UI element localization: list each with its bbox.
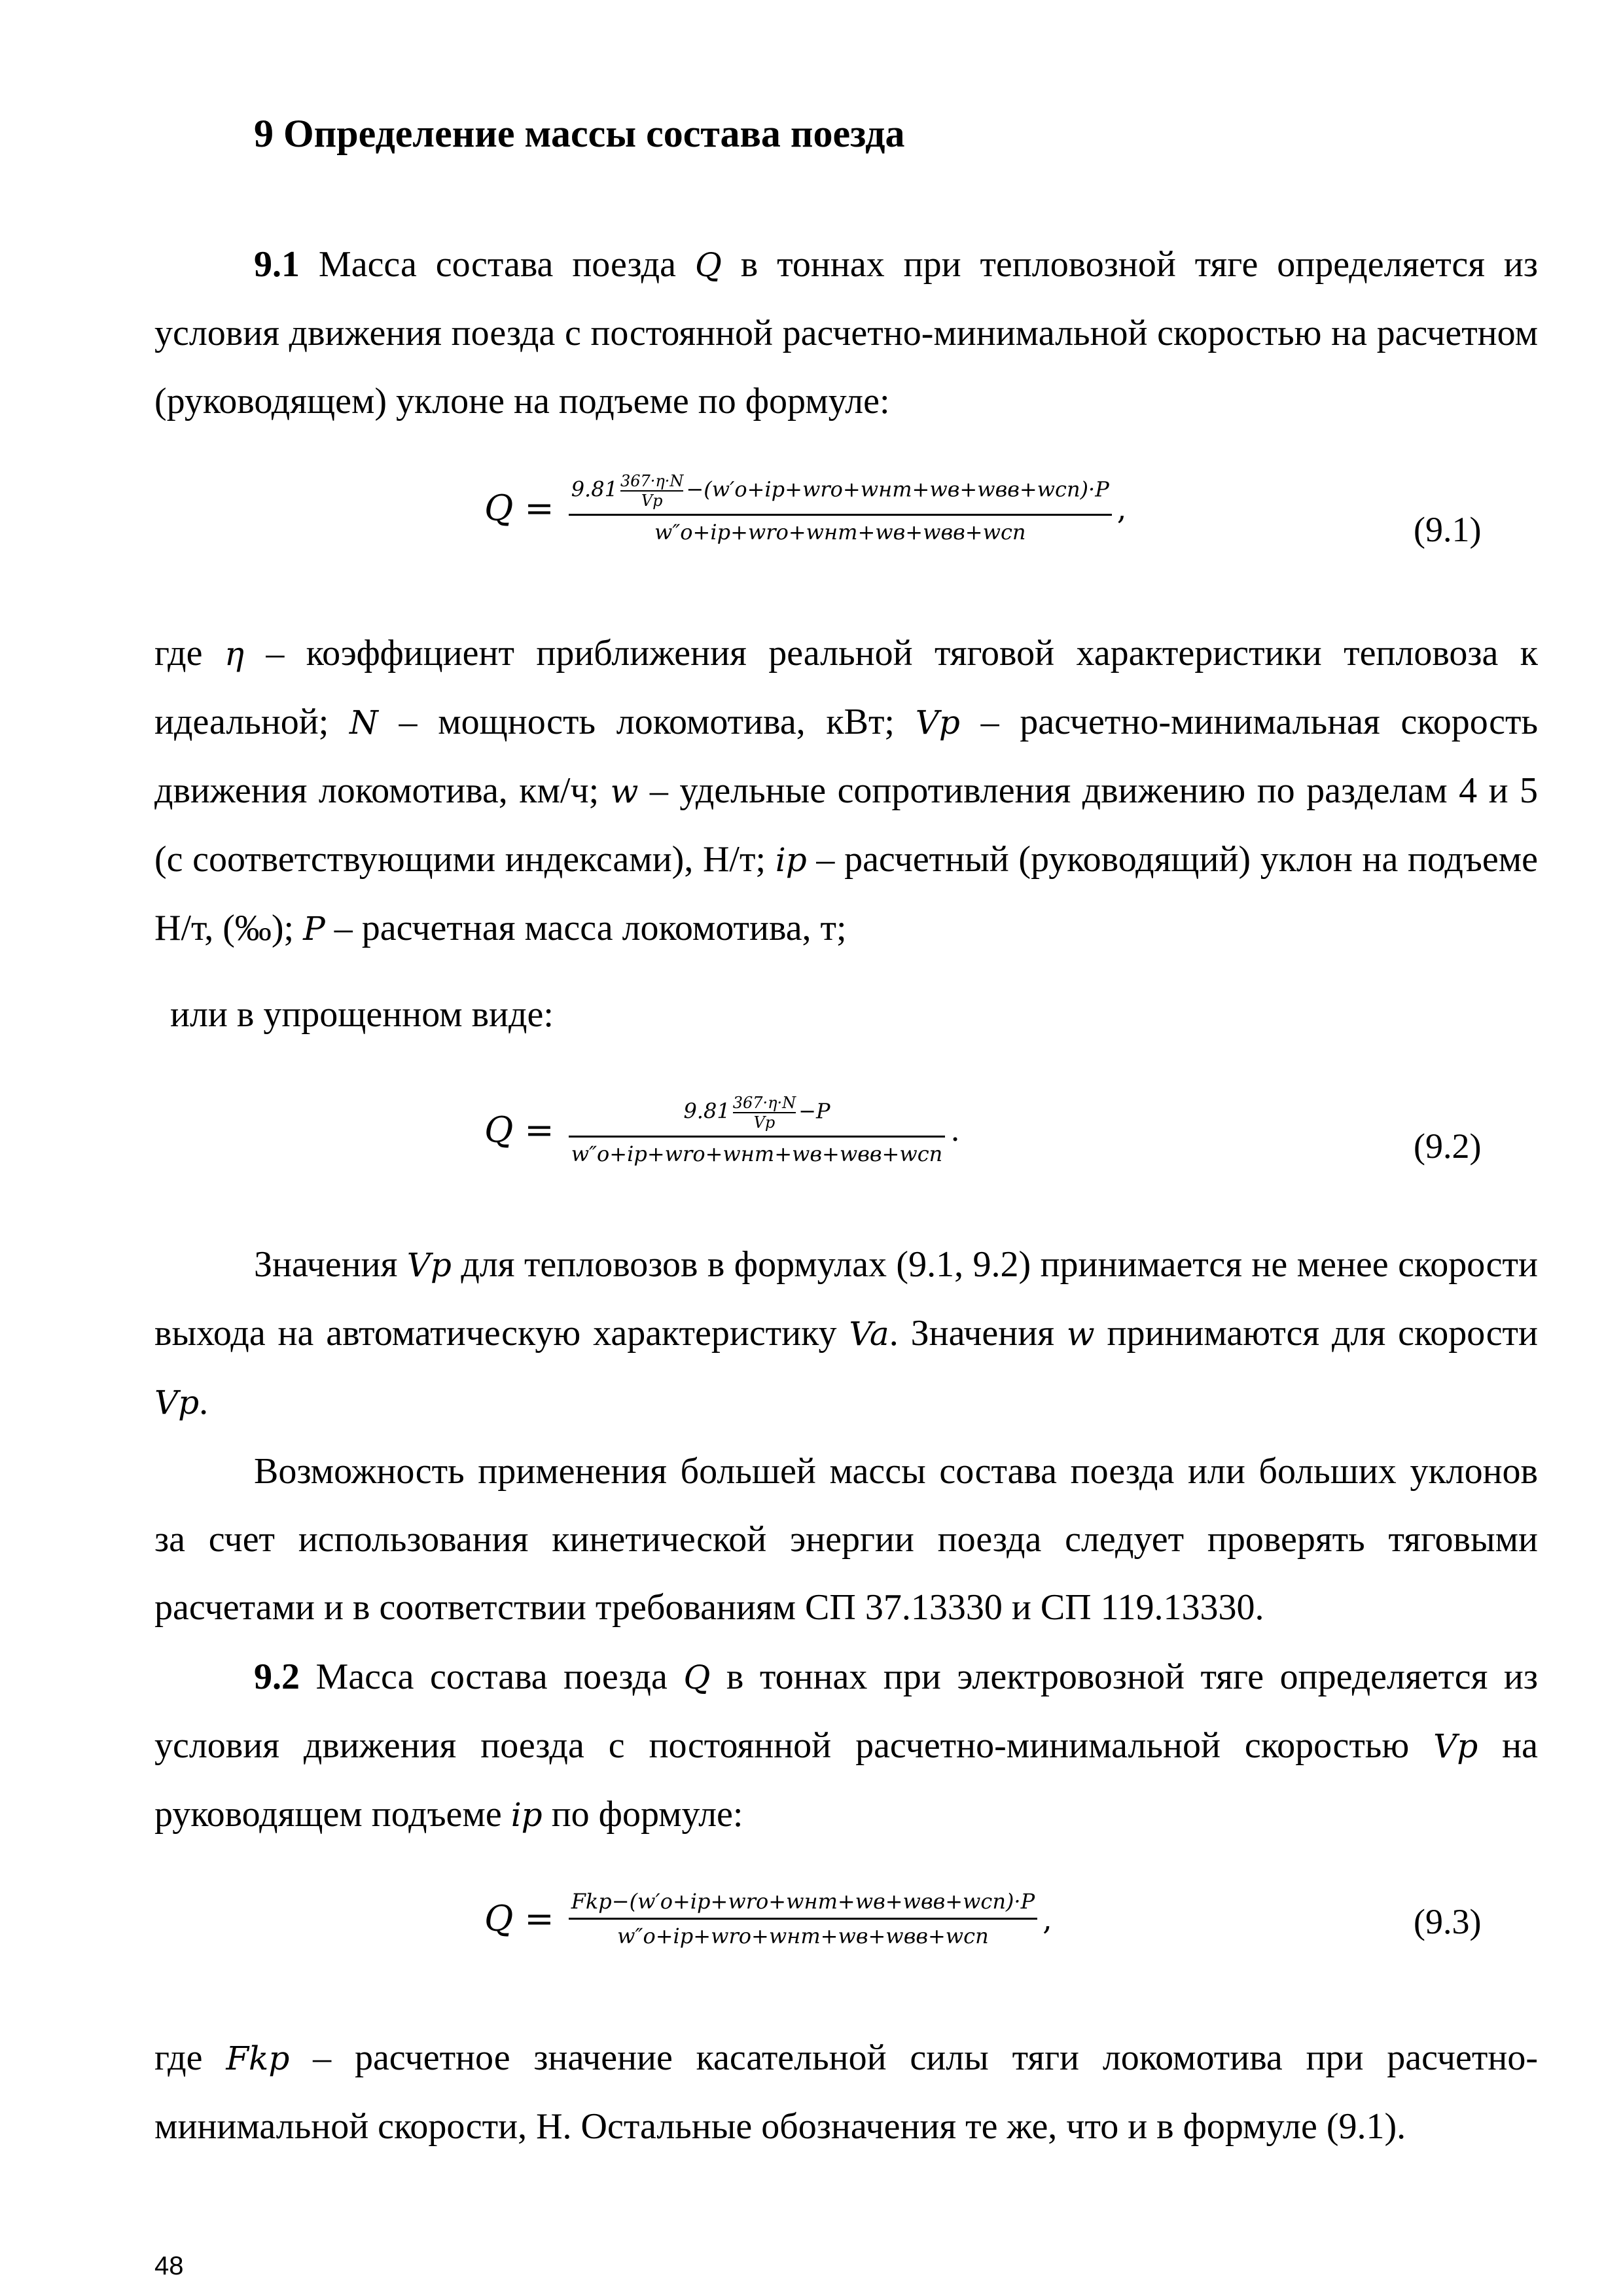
math-Va: Va <box>849 1315 889 1353</box>
numerator-rest: −(w′o+ip+wro+wнm+wв+wвв+wcn)·P <box>686 476 1109 502</box>
fraction <box>569 468 1112 548</box>
inner-fraction <box>733 1094 796 1132</box>
inner-denominator: Vp <box>641 492 663 510</box>
denominator: w″o+ip+wro+wнm+wв+wвв+wcn <box>617 1924 989 1948</box>
math-Vp: Vp <box>1433 1727 1478 1765</box>
coefficient: 9.81 <box>683 1098 730 1124</box>
math-eta: η <box>224 635 244 673</box>
math-Fkp: Fkp <box>226 2039 290 2077</box>
equation-number-9-2: (9.2) <box>1414 1126 1482 1166</box>
formula-lhs: Q = <box>484 488 554 529</box>
fraction <box>569 1885 1037 1952</box>
numerator <box>681 1090 832 1136</box>
punctuation: , <box>1043 1901 1052 1937</box>
text: в тоннах при тепловозной тяге определяется из условия движения поезда с постоянной расчетно-минимальной скоростью на расчетном (руководящем) уклоне на подъеме по формуле: <box>154 244 1538 422</box>
page-number: 48 <box>154 2251 184 2280</box>
math-w: w <box>610 772 639 810</box>
math-P: P <box>303 910 325 948</box>
punctuation: . <box>950 1112 960 1148</box>
formula-lhs: Q = <box>484 1898 554 1939</box>
paragraph-9-1 <box>154 230 1538 435</box>
formula-9-3 <box>484 1885 1237 1952</box>
paragraph-kinetic: Возможность применения большей массы состава поезда или больших уклонов за счет использования кинетической энергии поезда следует проверять тяговыми расчетами и в соответствии требованиям СП 37.13330 и СП 119.13330. <box>154 1451 1538 1628</box>
fraction <box>569 1090 946 1170</box>
paragraph-9-2: 9.2 Масса состава поезда Q в тоннах при электровозной тяге определяется из условия движения поезда с постоянной расчетно-минимальной скоростью Vp на руководящем подъеме ip по формуле: <box>154 1657 1538 1835</box>
math-w: w <box>1066 1315 1095 1353</box>
math-N: N <box>349 704 378 742</box>
formula-9-1 <box>484 468 1237 548</box>
section-heading: 9 Определение массы состава поезда <box>254 112 905 155</box>
punctuation: , <box>1116 490 1127 526</box>
equation-number-9-3: (9.3) <box>1414 1902 1482 1941</box>
inner-fraction <box>620 472 683 510</box>
inner-numerator: 367·η·N <box>732 1094 796 1112</box>
paragraph-fkp: где Fkp – расчетное значение касательной силы тяги локомотива при расчетно-минимальной скорости, Н. Остальные обозначения те же, что и в формуле (9.1). <box>154 2037 1539 2147</box>
equation-number-9-1: (9.1) <box>1414 510 1482 549</box>
math-Q: Q <box>683 1659 711 1696</box>
denominator: w″o+ip+wro+wнm+wв+wвв+wcn <box>571 1141 943 1166</box>
coefficient: 9.81 <box>571 476 618 502</box>
clause-number: 9.2 <box>254 1657 300 1697</box>
math-Q: Q <box>694 246 722 284</box>
paragraph-simplified: или в упрощенном виде: <box>170 994 554 1035</box>
math-ip: ip <box>510 1796 543 1834</box>
denominator: w″o+ip+wro+wнm+wв+wвв+wcn <box>654 520 1026 545</box>
math-Vp: Vp <box>154 1384 200 1422</box>
numerator-rest: −P <box>798 1098 830 1124</box>
paragraph-definitions: где η – коэффициент приближения реальной тяговой характеристики тепловоза к идеальной; N – мощность локомотива, кВт; Vp – расчетно-минимальная скорость движения локомотива, км/ч; w – удельные сопротивления движению по разделам 4 и 5 (с соответствующими индексами), Н/т; ip – расчетный (руководящий) уклон на подъеме Н/т, (‰); P – расчетная масса локомотива, т; <box>154 633 1539 948</box>
numerator <box>569 468 1112 514</box>
inner-denominator: Vp <box>753 1113 776 1132</box>
text: Масса состава поезда <box>300 244 695 285</box>
math-ip: ip <box>775 841 807 879</box>
inner-numerator: 367·η·N <box>620 472 684 490</box>
numerator: Fkp−(w′o+ip+wro+wнm+wв+wвв+wcn)·P <box>571 1889 1035 1914</box>
paragraph-values: Значения Vp для тепловозов в формулах (9.1, 9.2) принимается не менее скорости выхода на автоматическую характеристику Va. Значения w принимаются для скорости Vp. <box>154 1244 1538 1422</box>
clause-number: 9.1 <box>254 244 300 285</box>
formula-lhs: Q = <box>484 1109 554 1151</box>
math-Vp: Vp <box>915 704 960 742</box>
math-Vp: Vp <box>406 1246 452 1284</box>
formula-9-2 <box>484 1090 1237 1170</box>
